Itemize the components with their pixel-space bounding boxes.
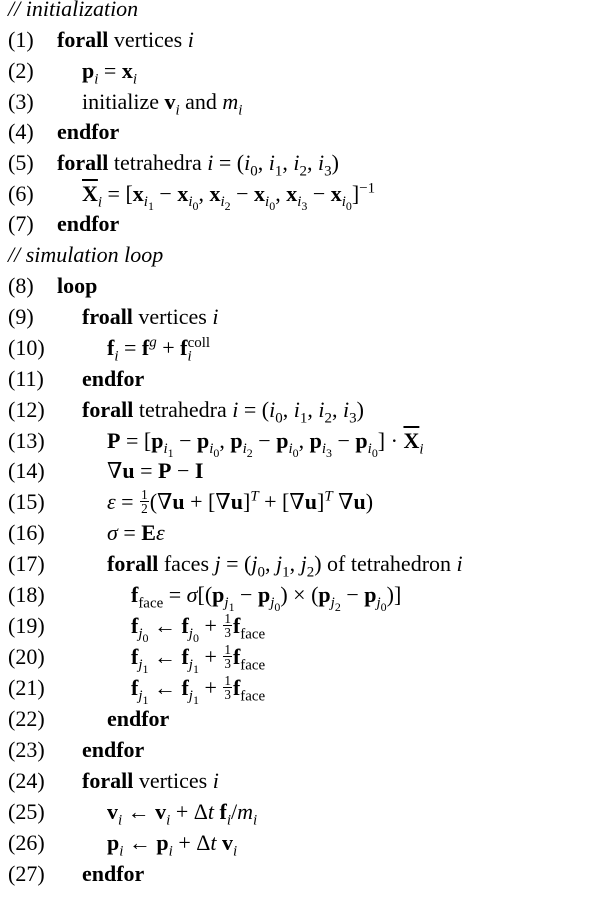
line-number: (6) xyxy=(8,181,34,206)
line-number: (24) xyxy=(8,768,45,793)
fraction-one-third: $\frac{1}{3}$ xyxy=(224,611,231,641)
code: σ = Eε xyxy=(107,520,165,545)
code: $f_i = f^g + f_i^{coll}$ xyxy=(107,334,211,365)
code: froall vertices i xyxy=(82,304,219,329)
line-number: (20) xyxy=(8,644,45,669)
code: forall tetrahedra $i = (i_0$, $i_1$, $i_2$, $i_3$) xyxy=(82,397,364,427)
code: $p_i$ ← $p_i + \Delta t$ $v_i$ xyxy=(107,830,238,860)
code: $P = [p_{i_1} - p_{i_0}$, $p_{i_2} - p_{i_0}$, $p_{i_3} - p_{i_0}] \cdot \overline{X}_i$ xyxy=(107,428,424,461)
algorithm-listing: // initialization (1) forall vertices i (2) $p_i = x_i$ (3) initialize $v_i$ and $m_i$ (4) endfor (5) forall tetrahedra $i = (i_0$, $i_1$, $i_2$, $i_3$) (6) $\overline{X}_i = [x_{i_1} - x_{i_0}$, $x_{i_2} - x_{i_0}$, $x_{i_3} - x_{i_0}]^{-1}$ (7) endfor // simulation loop (8) loop (9) froall vertices i (10) $f_i = f^g + f_i^{coll}$ (11) endfor (12) forall tetrahedra $i = (i_0$, $i_1$, $i_2$, $i_3$) (13) $P = [p_{i_1} - p_{i_0}$, $p_{i_2} - p_{i_0}$, $p_{i_3} - p_{i_0}] \cdot \overline{X}_i$ (14) ∇u = P − I (15) ε = $\frac{1}{2}$ ($\nabla u + [\nabla u]^T + [\nabla u]^T$ ∇u) (16) σ = Eε (17) forall faces $j = (j_0$, $j_1$, $j_2$) of tetrahedron i (18) $f_{face} = \sigma[(p_{j_1} - p_{j_0}) \times (p_{j_2} - p_{j_0})]$ (19) $f_{j_0}$ ← $f_{j_0}$ + $\frac{1}{3}$ $f_{face}$ (20) $f_{j_1}$ ← $f_{j_1}$ + $\frac{1}{3}$ $f_{face}$ (21) $f_{j_1}$ ← $f_{j_1}$ + $\frac{1}{3}$ $f_{face}$ (22) endfor (23) endfor (24) forall vertices i (25) $v_i$ ← $v_i + \Delta t$ $f_i/m_i$ (26) $p_i$ ← $p_i + \Delta t$ $v_i$ (27) endfor xyxy=(0,0,615,902)
line-number: (7) xyxy=(8,211,34,236)
line-number: (16) xyxy=(8,520,45,545)
code: $f_{j_0}$ ← $f_{j_0}$ + $\frac{1}{3}$ $f_{face}$ xyxy=(131,611,266,646)
line-number: (9) xyxy=(8,304,34,329)
code: $v_i$ ← $v_i + \Delta t$ $f_i/m_i$ xyxy=(107,799,258,829)
keyword: froall xyxy=(82,304,133,329)
line-number: (25) xyxy=(8,799,45,824)
line-number: (8) xyxy=(8,273,34,298)
line-number: (17) xyxy=(8,551,45,576)
keyword: forall xyxy=(57,150,109,175)
keyword: endfor xyxy=(57,211,120,236)
code: $f_{face} = \sigma[(p_{j_1} - p_{j_0}) \times (p_{j_2} - p_{j_0})]$ xyxy=(131,582,402,615)
code: ∇u = P − I xyxy=(107,458,204,483)
line-number: (26) xyxy=(8,830,45,855)
keyword: forall xyxy=(57,27,109,52)
line-number: (3) xyxy=(8,89,34,114)
fraction-one-third: $\frac{1}{3}$ xyxy=(224,642,231,672)
code: ε = $\frac{1}{2}$ ($\nabla u + [\nabla u]^T + [\nabla u]^T$ ∇u) xyxy=(107,487,374,517)
keyword: endfor xyxy=(57,119,120,144)
line-number: (12) xyxy=(8,397,45,422)
line-number: (10) xyxy=(8,335,45,360)
code: initialize $v_i$ and $m_i$ xyxy=(82,89,243,119)
line-number: (13) xyxy=(8,428,45,453)
keyword: forall xyxy=(82,768,134,793)
keyword: forall xyxy=(107,551,159,576)
code: $p_i = x_i$ xyxy=(82,58,137,88)
keyword: loop xyxy=(57,273,98,298)
keyword: endfor xyxy=(82,861,145,886)
code: forall vertices i xyxy=(82,768,219,793)
line-number: (27) xyxy=(8,861,45,886)
keyword: endfor xyxy=(82,737,145,762)
line-number: (2) xyxy=(8,58,34,83)
line-number: (1) xyxy=(8,27,34,52)
code: forall vertices i xyxy=(57,27,194,52)
code: $f_{j_1}$ ← $f_{j_1}$ + $\frac{1}{3}$ $f_{face}$ xyxy=(131,673,266,708)
code: forall faces $j = (j_0$, $j_1$, $j_2$) of tetrahedron i xyxy=(107,551,463,581)
code: forall tetrahedra $i = (i_0$, $i_1$, $i_2$, $i_3$) xyxy=(57,150,339,180)
line-number: (18) xyxy=(8,582,45,607)
line-number: (11) xyxy=(8,366,44,391)
code: $\overline{X}_i = [x_{i_1} - x_{i_0}$, $x_{i_2} - x_{i_0}$, $x_{i_3} - x_{i_0}]^{-1}$ xyxy=(82,180,376,214)
fraction-one-half: $\frac{1}{2}$ xyxy=(141,487,148,517)
line-number: (5) xyxy=(8,150,34,175)
line-number: (21) xyxy=(8,675,45,700)
line-number: (14) xyxy=(8,458,45,483)
keyword: endfor xyxy=(107,706,170,731)
fraction-one-third: $\frac{1}{3}$ xyxy=(224,673,231,703)
line-number: (22) xyxy=(8,706,45,731)
line-number: (19) xyxy=(8,613,45,638)
line-number: (4) xyxy=(8,119,34,144)
keyword: forall xyxy=(82,397,134,422)
code: $f_{j_1}$ ← $f_{j_1}$ + $\frac{1}{3}$ $f_{face}$ xyxy=(131,642,266,677)
line-number: (23) xyxy=(8,737,45,762)
keyword: endfor xyxy=(82,366,145,391)
line-number: (15) xyxy=(8,489,45,514)
